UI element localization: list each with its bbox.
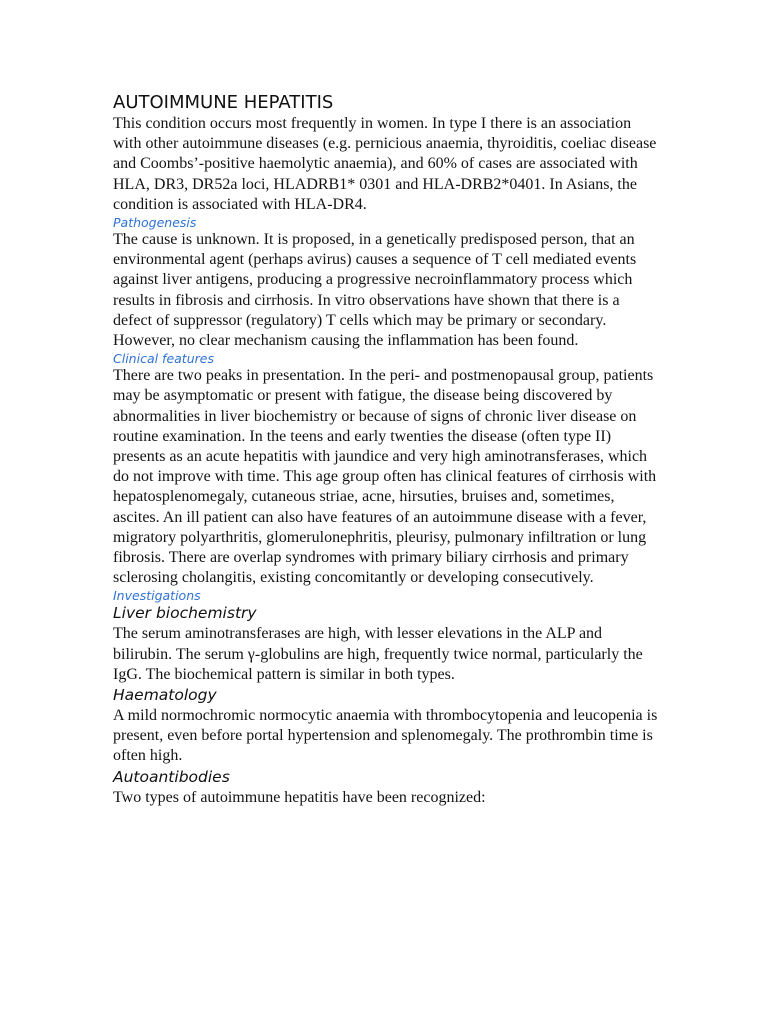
document-title: AUTOIMMUNE HEPATITIS — [113, 92, 334, 113]
haematology-heading: Haematology — [113, 686, 217, 705]
intro-paragraph: This condition occurs most frequently in women. In type I there is an association with other autoimmune diseases (e.g. pernicious anaemia, thyroiditis, coeliac disease and Coombs’-positive haemolytic anaemia), and 60% of cases are associated with HLA, DR3, DR52a loci, HLADRB1* 0301 and HLA-DRB2*0401. In Asians, the condition is associated with HLA-DR4. — [113, 115, 657, 213]
autoantibodies-heading: Autoantibodies — [113, 767, 230, 786]
clinical-features-paragraph: There are two peaks in presentation. In the peri- and postmenopausal group, patients may be asymptomatic or present with fatigue, the disease being discovered by abnormalities in liver biochemistry or because of signs of chronic liver disease on routine examination. In the teens and early twenties the disease (often type II) presents as an acute hepatitis with jaundice and very high aminotransferases, which do not improve with time. This age group often has clinical features of cirrhosis with hepatosplenomegaly, cutaneous striae, acne, hirsuties, bruises and, sometimes, ascites. An ill patient can also have features of an autoimmune disease with a fever, migratory polyarthritis, glomerulonephritis, pleurisy, pulmonary infiltration or lung fibrosis. There are overlap syndromes with primary biliary cirrhosis and primary sclerosing cholangitis, existing concomitantly or developing consecutively. — [113, 367, 657, 587]
autoantibodies-paragraph: Two types of autoimmune hepatitis have been recognized: — [113, 788, 486, 806]
pathogenesis-heading: Pathogenesis — [113, 215, 197, 231]
liver-biochemistry-heading: Liver biochemistry — [113, 604, 257, 623]
document-page — [113, 92, 659, 808]
pathogenesis-paragraph: The cause is unknown. It is proposed, in a genetically predisposed person, that an environmental agent (perhaps avirus) causes a sequence of T cell mediated events against liver antigens, producing a progressive necroinflammatory process which results in fibrosis and cirrhosis. In vitro observations have shown that there is a defect of suppressor (regulatory) T cells which may be primary or secondary. However, no clear mechanism causing the inflammation has been found. — [113, 231, 637, 350]
haematology-paragraph: A mild normochromic normocytic anaemia with thrombocytopenia and leucopenia is present, even before portal hypertension and splenomegaly. The prothrombin time is often high. — [113, 707, 658, 765]
liver-biochemistry-paragraph: The serum aminotransferases are high, with lesser elevations in the ALP and bilirubin. The serum γ-globulins are high, frequently twice normal, particularly the IgG. The biochemical pattern is similar in both types. — [113, 625, 643, 683]
clinical-features-heading: Clinical features — [113, 351, 214, 367]
investigations-heading: Investigations — [113, 588, 201, 604]
